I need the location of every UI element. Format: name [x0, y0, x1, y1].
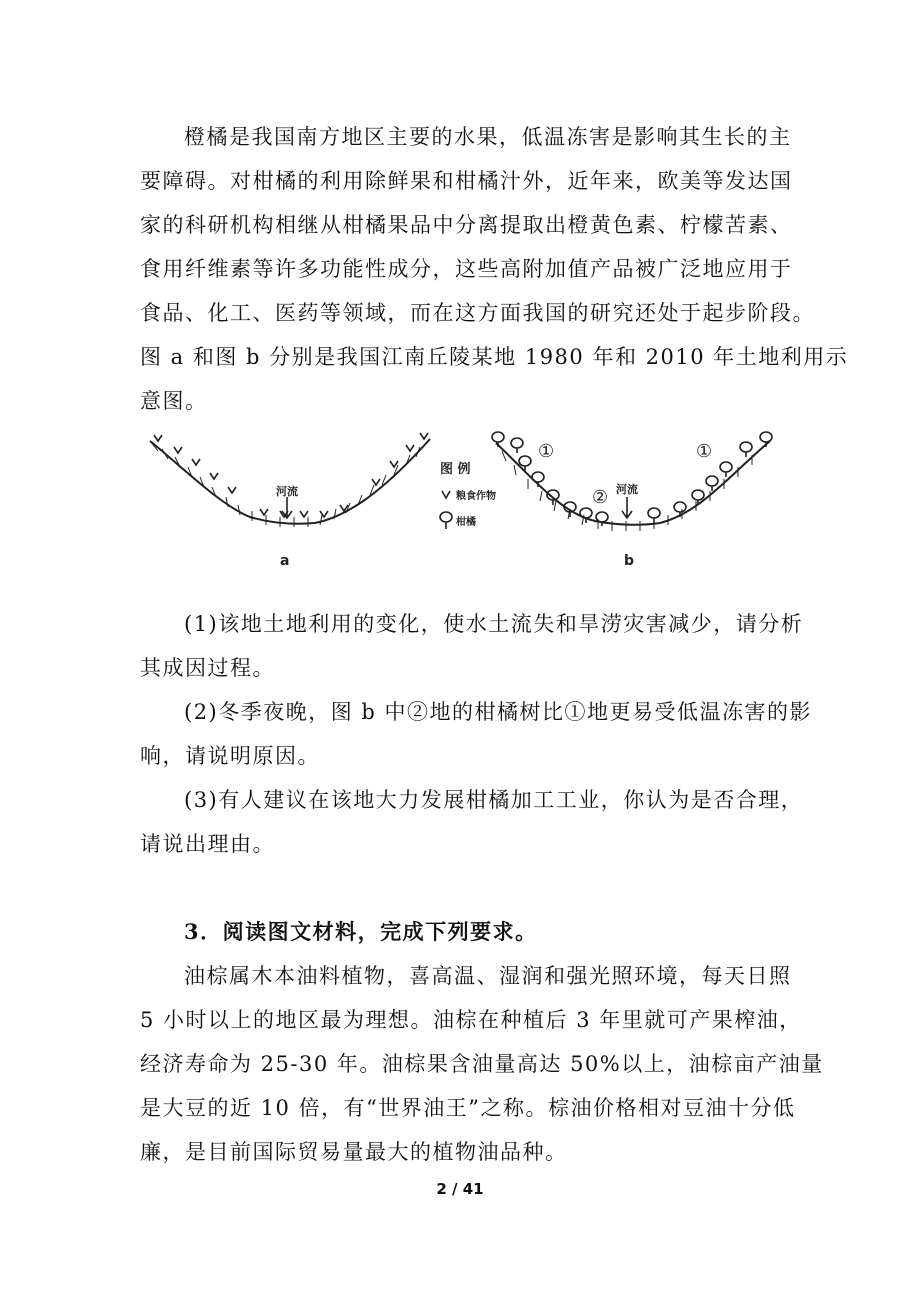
- paragraph-line: 橙橘是我国南方地区主要的水果，低温冻害是影响其生长的主: [184, 125, 792, 149]
- paragraph-line: 油棕属木本油料植物，喜高温、湿润和强光照环境，每天日照: [184, 964, 792, 988]
- paragraph-line: 经济寿命为 25-30 年。油棕果含油量高达 50%以上，油棕亩产油量: [140, 1052, 824, 1076]
- paragraph-line: 图 a 和图 b 分别是我国江南丘陵某地 1980 年和 2010 年土地利用示: [140, 345, 849, 369]
- legend: [440, 461, 496, 529]
- diagram-a-label: a: [280, 553, 290, 569]
- question-line: (2)冬季夜晚，图 b 中②地的柑橘树比①地更易受低温冻害的影: [184, 700, 813, 724]
- paragraph-line: 廉，是目前国际贸易量最大的植物油品种。: [140, 1140, 568, 1164]
- citrus-tree-icon: [440, 512, 452, 529]
- paragraph-line: 食用纤维素等许多功能性成分，这些高附加值产品被广泛地应用于: [140, 257, 793, 281]
- paragraph-line: 食品、化工、医药等领域，而在这方面我国的研究还处于起步阶段。: [140, 301, 815, 325]
- page-number: 2 / 41: [436, 1180, 484, 1198]
- legend-crop-label: 粮食作物: [456, 491, 496, 502]
- marker-1-left: ①: [538, 441, 555, 462]
- crop-icon: [442, 491, 450, 498]
- paragraph-line: 要障碍。对柑橘的利用除鲜果和柑橘汁外，近年来，欧美等发达国: [140, 169, 793, 193]
- legend-title: 图 例: [440, 462, 471, 477]
- question-line: 响，请说明原因。: [140, 744, 320, 768]
- paragraph-line: 5 小时以上的地区最为理想。油棕在种植后 3 年里就可产果榨油，: [140, 1008, 802, 1032]
- land-use-figure: [140, 425, 790, 585]
- question-line: (3)有人建议在该地大力发展柑橘加工工业，你认为是否合理，: [184, 788, 804, 812]
- diagram-b-label: b: [624, 553, 635, 569]
- paragraph-line: 家的科研机构相继从柑橘果品中分离提取出橙黄色素、柠檬苦素、: [140, 213, 793, 237]
- river-label-b: 河流: [616, 483, 638, 496]
- marker-2: ②: [592, 487, 609, 508]
- question-line: 其成因过程。: [140, 656, 275, 680]
- legend-citrus-label: 柑橘: [456, 517, 476, 528]
- diagram-a: [150, 433, 430, 527]
- river-label-a: 河流: [276, 485, 298, 498]
- river-arrow-b: [622, 497, 632, 518]
- section-3-title: 3．阅读图文材料，完成下列要求。: [184, 919, 538, 944]
- paragraph-line: 是大豆的近 10 倍，有“世界油王”之称。棕油价格相对豆油十分低: [140, 1096, 796, 1120]
- question-line: 请说出理由。: [140, 832, 275, 856]
- marker-1-right: ①: [696, 441, 713, 462]
- paragraph-line: 意图。: [140, 389, 208, 413]
- question-line: (1)该地土地利用的变化，使水土流失和旱涝灾害减少，请分析: [184, 612, 804, 636]
